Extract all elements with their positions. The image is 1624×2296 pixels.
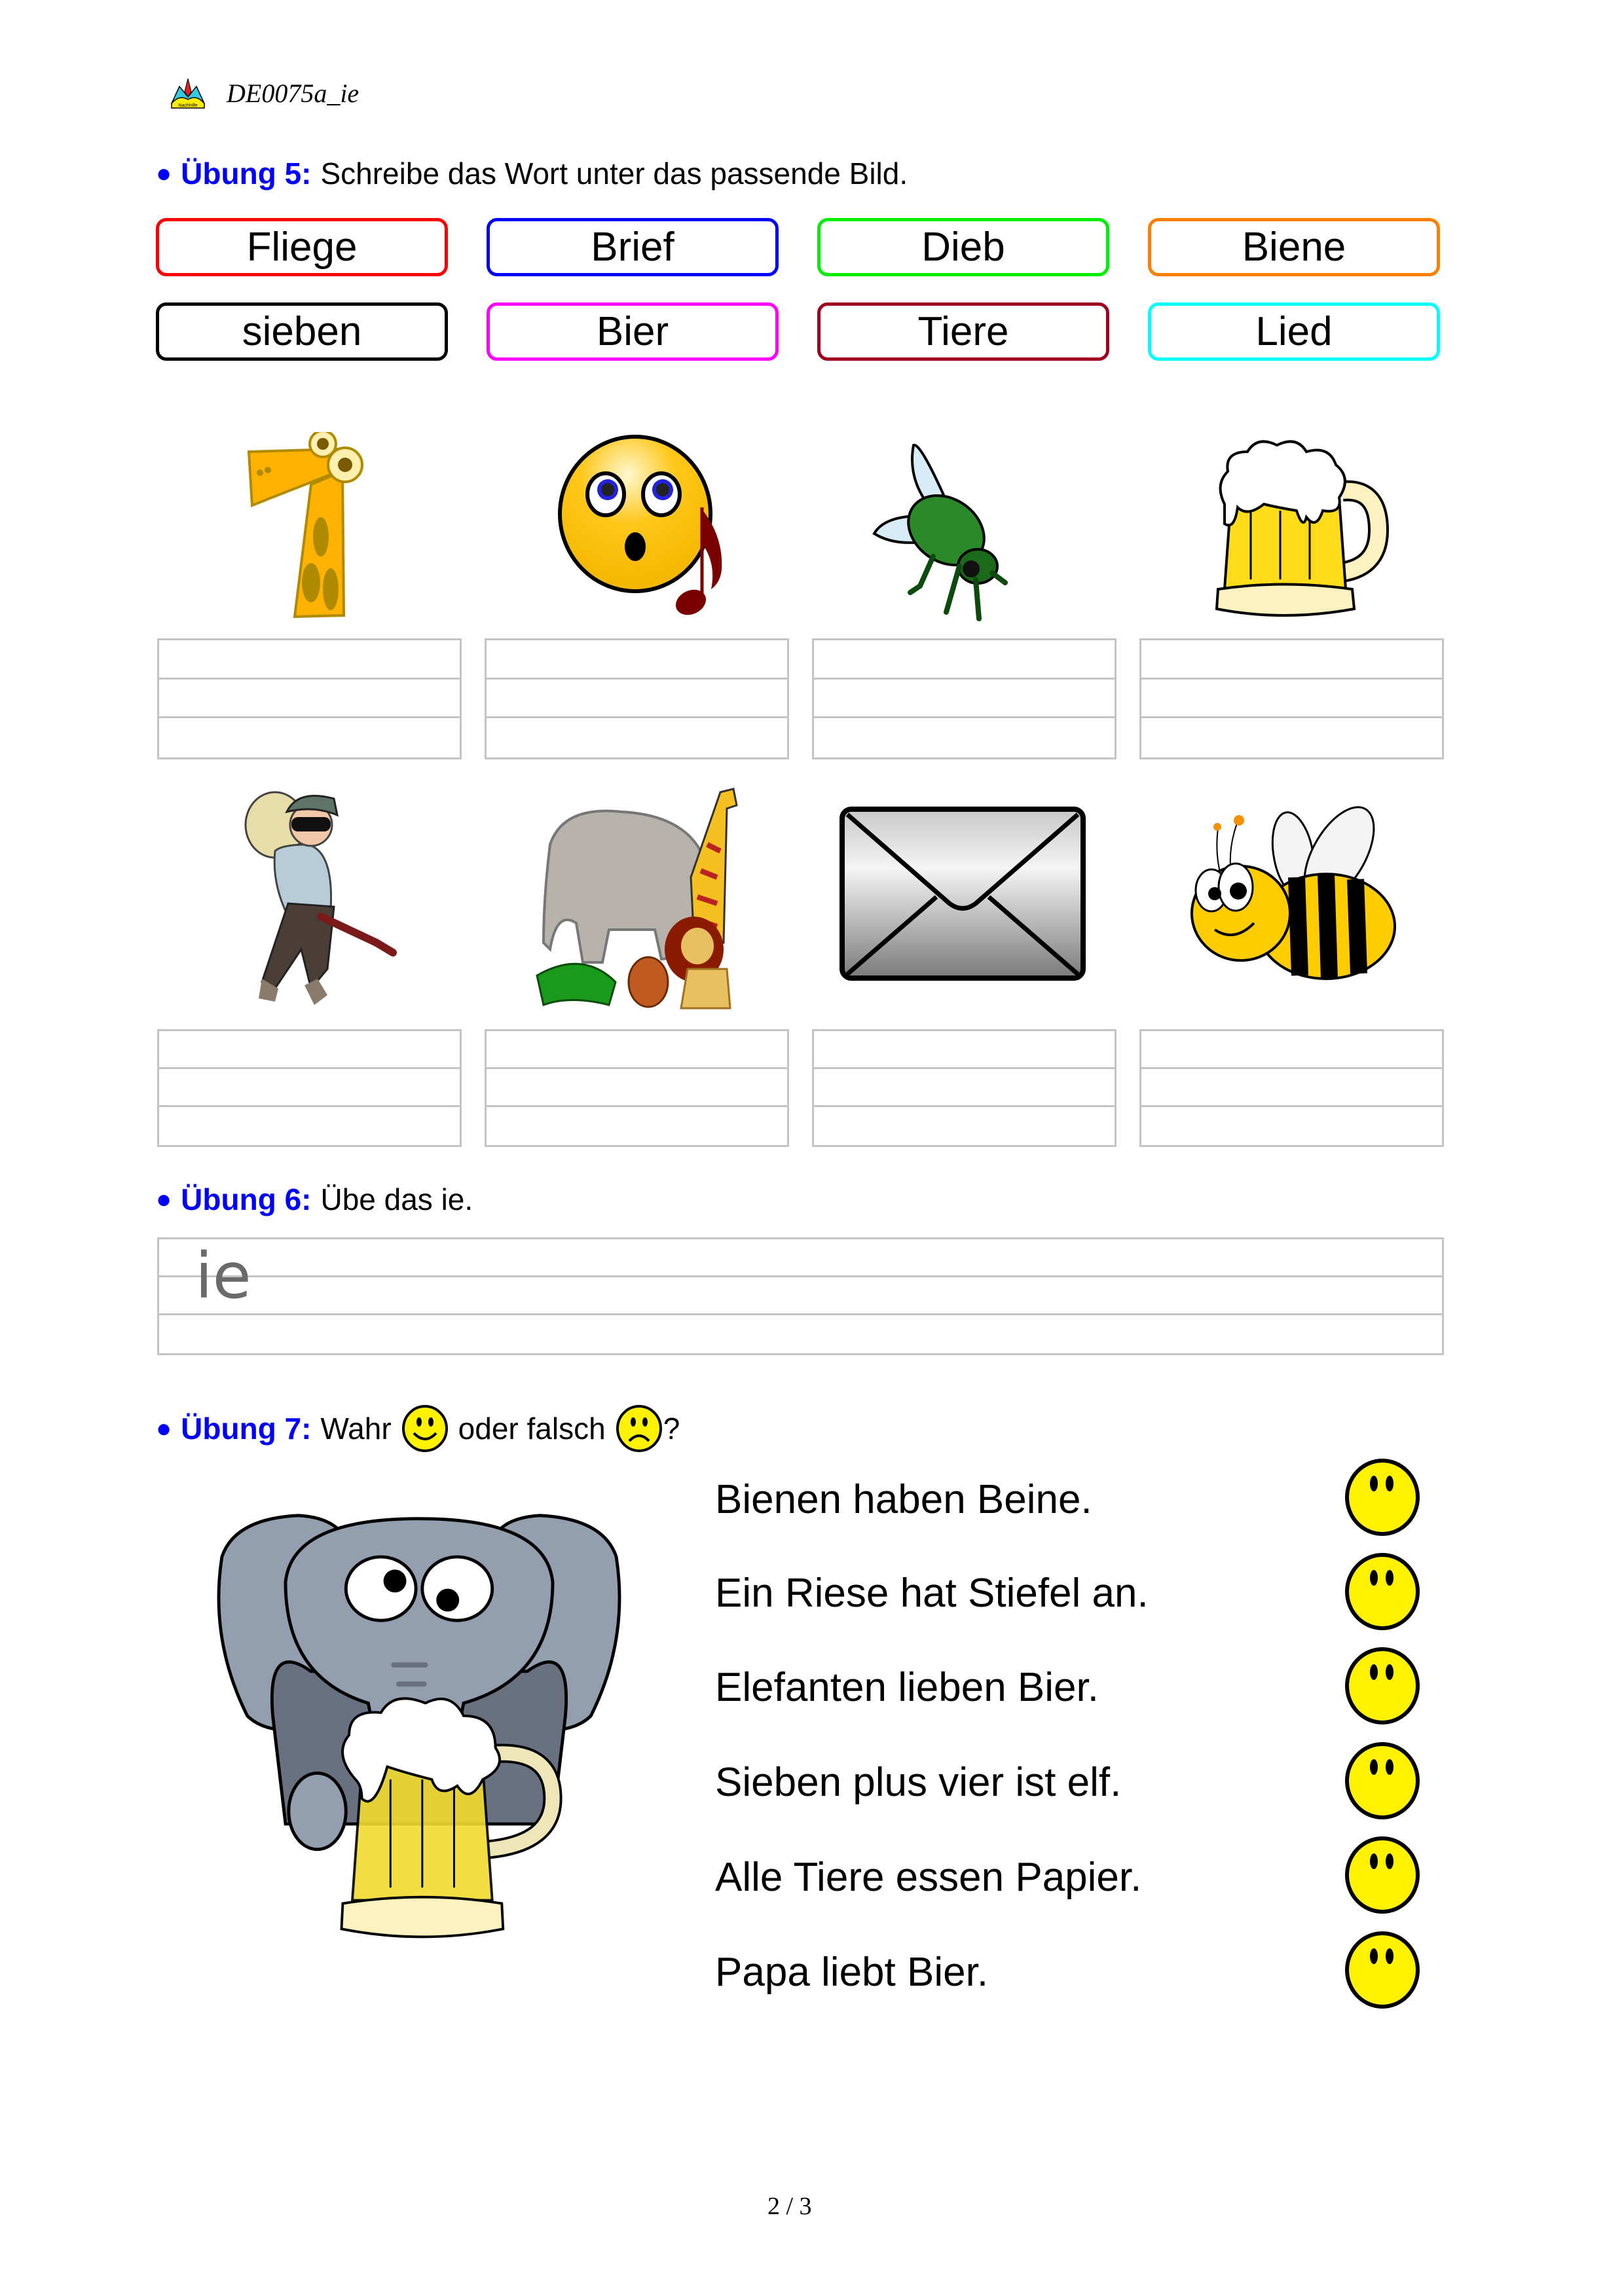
practice-lines[interactable] <box>157 1237 1444 1355</box>
thief-icon <box>236 779 406 1015</box>
word-box-dieb <box>817 218 1109 276</box>
word-label: Fliege <box>246 225 358 270</box>
answer-face-6[interactable] <box>1344 1931 1421 2009</box>
picture-thief <box>229 776 413 1018</box>
fly-icon <box>861 429 1051 625</box>
answer-face-4[interactable] <box>1344 1742 1421 1819</box>
picture-seven-giraffe <box>223 426 393 629</box>
answer-lines-4[interactable] <box>1139 638 1444 759</box>
statement-4: Sieben plus vier ist elf. <box>715 1760 1122 1805</box>
exercise5-instruction: Schreibe das Wort unter das passende Bild. <box>320 156 908 191</box>
bullet-icon: ● <box>156 1184 172 1214</box>
picture-elephant-beer <box>196 1480 642 1990</box>
word-label: sieben <box>242 309 362 354</box>
exercise5-heading <box>156 156 908 191</box>
statement-3: Elefanten lieben Bier. <box>715 1665 1099 1710</box>
word-box-tiere <box>817 302 1109 361</box>
beer-mug-icon <box>1198 432 1395 622</box>
elephant-beer-icon <box>196 1480 642 1990</box>
happy-face-icon <box>401 1404 449 1453</box>
answer-face-3[interactable] <box>1344 1647 1421 1724</box>
answer-face-5[interactable] <box>1344 1836 1421 1914</box>
answer-lines-6[interactable] <box>485 1029 789 1147</box>
document-id: DE0075a_ie <box>227 78 360 108</box>
question-mark: ? <box>663 1412 680 1446</box>
exercise7-or-label: oder falsch <box>458 1412 606 1446</box>
word-label: Brief <box>591 225 674 270</box>
bullet-icon: ● <box>156 158 172 188</box>
answer-lines-1[interactable] <box>157 638 462 759</box>
answer-lines-7[interactable] <box>812 1029 1116 1147</box>
picture-beer-mug <box>1192 426 1401 629</box>
svg-text:Nachhilfe: Nachhilfe <box>178 103 198 108</box>
exercise6-label: Übung 6: <box>181 1182 312 1216</box>
page-number: 2 / 3 <box>767 2193 812 2220</box>
envelope-icon <box>838 805 1087 982</box>
word-box-lied <box>1148 302 1440 361</box>
word-box-fliege <box>156 218 448 276</box>
giraffe-seven-icon <box>232 432 383 622</box>
exercise6-instruction: Übe das ie. <box>320 1182 473 1216</box>
ie-sample: ie <box>195 1239 251 1313</box>
exercise5-label: Übung 5: <box>181 156 312 191</box>
exercise7-heading <box>156 1404 680 1453</box>
picture-singing-smiley <box>544 426 740 629</box>
statement-5: Alle Tiere essen Papier. <box>715 1855 1142 1900</box>
nachhilfe-logo-icon <box>169 77 207 109</box>
picture-animals <box>524 776 760 1018</box>
picture-envelope <box>832 795 1094 992</box>
word-box-bier <box>487 302 779 361</box>
exercise6-heading <box>156 1182 473 1217</box>
word-label: Bier <box>596 309 669 354</box>
statement-2: Ein Riese hat Stiefel an. <box>715 1571 1149 1616</box>
answer-lines-3[interactable] <box>812 638 1116 759</box>
picture-bee <box>1159 795 1414 992</box>
picture-fly <box>858 426 1054 629</box>
word-box-biene <box>1148 218 1440 276</box>
answer-lines-5[interactable] <box>157 1029 462 1147</box>
answer-lines-8[interactable] <box>1139 1029 1444 1147</box>
word-label: Tiere <box>917 309 1009 354</box>
answer-face-2[interactable] <box>1344 1553 1421 1630</box>
sad-face-icon <box>615 1404 663 1453</box>
statement-6: Papa liebt Bier. <box>715 1950 989 1995</box>
word-label: Lied <box>1255 309 1333 354</box>
word-label: Biene <box>1242 225 1346 270</box>
answer-lines-2[interactable] <box>485 638 789 759</box>
statement-1: Bienen haben Beine. <box>715 1477 1092 1522</box>
bullet-icon: ● <box>156 1413 172 1443</box>
word-box-sieben <box>156 302 448 361</box>
exercise7-true-label: Wahr <box>320 1412 392 1446</box>
word-label: Dieb <box>921 225 1005 270</box>
page-header <box>169 73 359 113</box>
exercise7-label: Übung 7: <box>181 1412 312 1446</box>
singing-smiley-icon <box>557 432 727 622</box>
bee-icon <box>1162 802 1411 985</box>
answer-face-1[interactable] <box>1344 1459 1421 1536</box>
word-box-brief <box>487 218 779 276</box>
animals-icon <box>530 779 753 1015</box>
